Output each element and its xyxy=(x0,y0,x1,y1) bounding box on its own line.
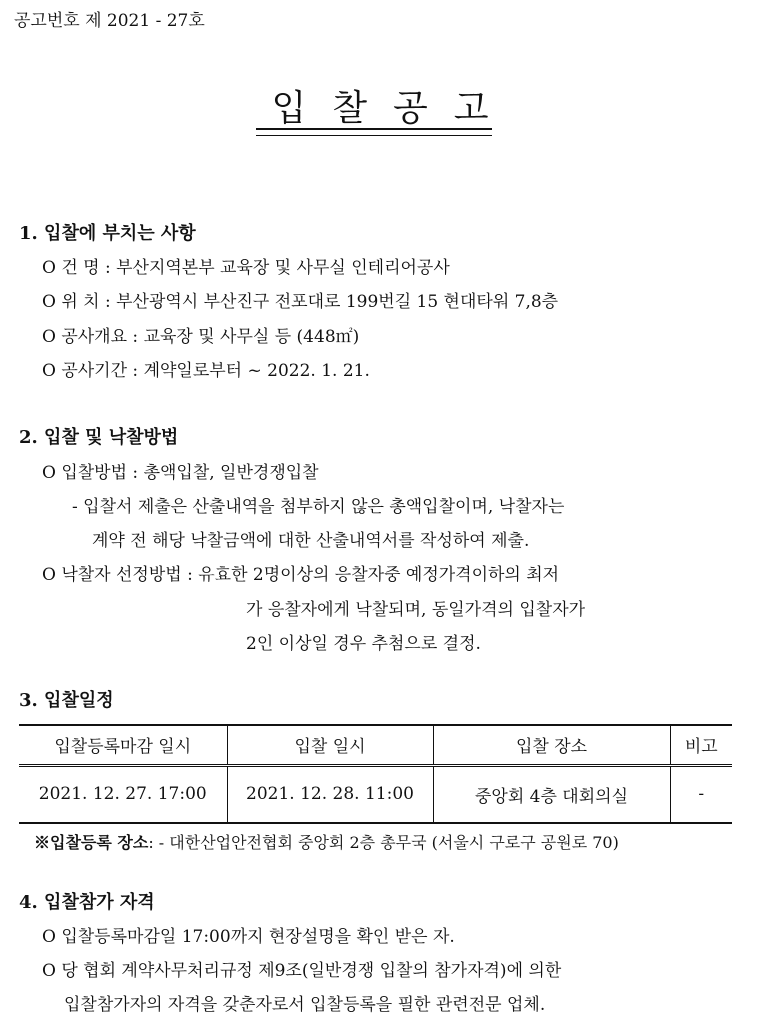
award-method-line-1: O 낙찰자 선정방법 : 유효한 2명이상의 응찰자중 예정가격이하의 최저 xyxy=(42,565,560,585)
title-underline xyxy=(256,128,492,130)
schedule-header-row xyxy=(19,725,732,765)
schedule-table xyxy=(19,724,732,824)
registration-place-note xyxy=(34,830,619,853)
qualification-line-1: O 입찰등록마감일 17:00까지 현장설명을 확인 받은 자. xyxy=(42,927,455,947)
header-deadline: 입찰등록마감 일시 xyxy=(19,725,227,765)
page-title: 입찰공고 xyxy=(271,88,515,129)
location-line: O 위 치 : 부산광역시 부산진구 전포대로 199번길 15 현대타워 7,8층 xyxy=(42,292,559,312)
notice-number: 공고번호 제 2021 - 27호 xyxy=(14,11,205,31)
qualification-line-3: 입찰참가자의 자격을 갖춘자로서 입찰등록을 필한 관련전문 업체. xyxy=(64,995,546,1015)
title-underline-thin xyxy=(256,135,492,136)
header-bid-time: 입찰 일시 xyxy=(227,725,433,765)
award-method-line-3: 2인 이상일 경우 추첨으로 결정. xyxy=(246,634,481,654)
overview-line: O 공사개요 : 교육장 및 사무실 등 (448㎡) xyxy=(42,327,360,347)
bid-method-detail-1: - 입찰서 제출은 산출내역을 첨부하지 않은 총액입찰이며, 낙찰자는 xyxy=(72,497,565,517)
note-text: : - 대한산업안전협회 중앙회 2층 총무국 (서울시 구로구 공원로 70) xyxy=(148,833,619,852)
qualification-line-2: O 당 협회 계약사무처리규정 제9조(일반경쟁 입찰의 참가자격)에 의한 xyxy=(42,961,562,981)
award-method-line-2: 가 응찰자에게 낙찰되며, 동일가격의 입찰자가 xyxy=(246,600,586,620)
header-bid-place: 입찰 장소 xyxy=(433,725,670,765)
section2-heading: 2. 입찰 및 낙찰방법 xyxy=(19,427,179,448)
cell-bid-time: 2021. 12. 28. 11:00 xyxy=(227,765,433,823)
section4-heading: 4. 입찰참가 자격 xyxy=(19,892,155,913)
bid-method-detail-2: 계약 전 해당 낙찰금액에 대한 산출내역서를 작성하여 제출. xyxy=(92,531,530,551)
table-row xyxy=(19,765,732,823)
period-line: O 공사기간 : 계약일로부터 ~ 2022. 1. 21. xyxy=(42,361,370,381)
note-label: ※입찰등록 장소 xyxy=(34,833,149,852)
project-name-line: O 건 명 : 부산지역본부 교육장 및 사무실 인테리어공사 xyxy=(42,258,450,278)
cell-bid-place: 중앙회 4층 대회의실 xyxy=(433,765,670,823)
bid-method-line: O 입찰방법 : 총액입찰, 일반경쟁입찰 xyxy=(42,463,319,483)
cell-remarks: - xyxy=(670,765,732,823)
header-remarks: 비고 xyxy=(670,725,732,765)
cell-deadline: 2021. 12. 27. 17:00 xyxy=(19,765,227,823)
section3-heading: 3. 입찰일정 xyxy=(19,690,114,711)
section1-heading: 1. 입찰에 부치는 사항 xyxy=(19,223,196,244)
